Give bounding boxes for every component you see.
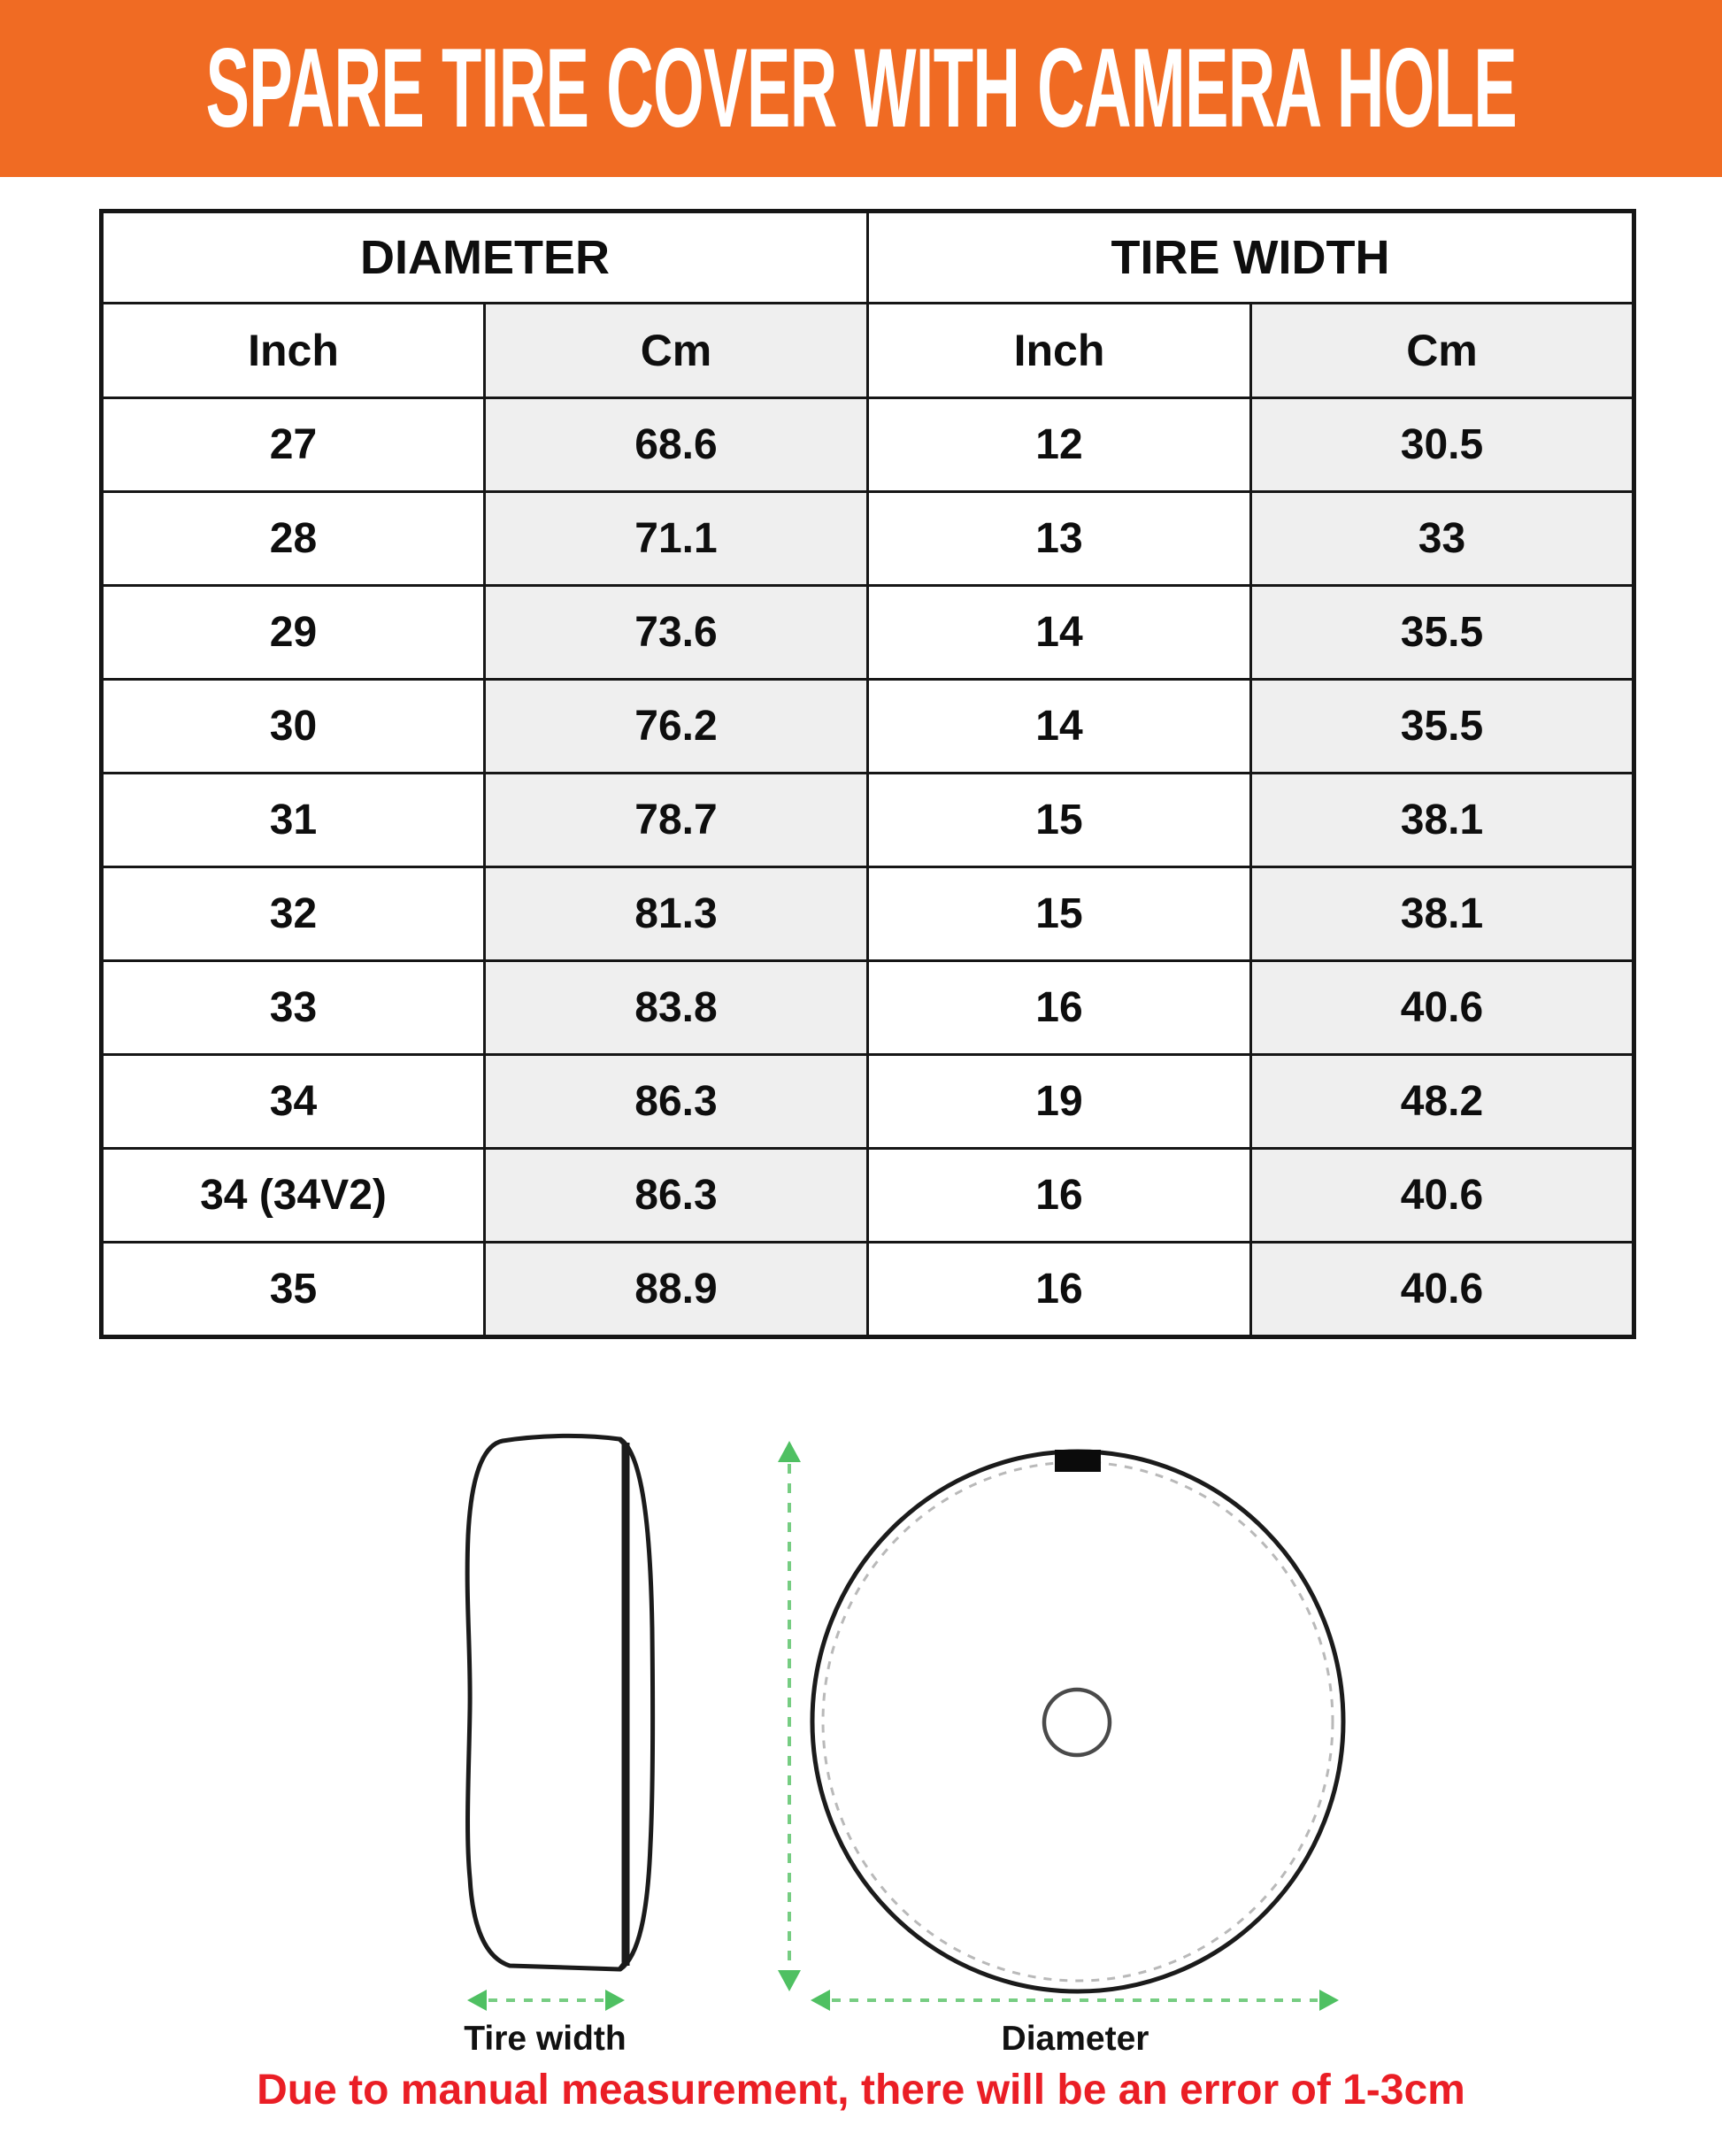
table-row	[102, 492, 1634, 586]
table-cell: 32	[102, 867, 485, 961]
vertical-diameter-line	[778, 1441, 801, 1991]
arrow-left-icon	[467, 1990, 487, 2011]
tire-side-view	[467, 1436, 652, 1969]
table-cell: 31	[102, 774, 485, 867]
table-cell: 40.6	[1251, 1149, 1634, 1243]
table-row	[102, 1243, 1634, 1337]
table-cell: 88.9	[485, 1243, 868, 1337]
table-row	[102, 867, 1634, 961]
table-cell: 71.1	[485, 492, 868, 586]
table-cell: 73.6	[485, 586, 868, 680]
table-cell: 38.1	[1251, 774, 1634, 867]
group-header-row	[102, 212, 1634, 304]
table-cell: 35.5	[1251, 680, 1634, 774]
table-cell: 38.1	[1251, 867, 1634, 961]
tire-width-group-header: TIRE WIDTH	[868, 212, 1634, 304]
measurement-note: Due to manual measurement, there will be an error of 1-3cm	[257, 2067, 1465, 2114]
width-inch-header: Inch	[868, 304, 1251, 398]
table-cell: 16	[868, 1149, 1251, 1243]
header-banner	[0, 0, 1722, 177]
table-cell: 34 (34V2)	[102, 1149, 485, 1243]
table-cell: 35.5	[1251, 586, 1634, 680]
table-cell: 29	[102, 586, 485, 680]
hanger-tab	[1055, 1450, 1101, 1472]
table-cell: 34	[102, 1055, 485, 1149]
table-cell: 15	[868, 774, 1251, 867]
arrow-left-icon	[811, 1990, 830, 2011]
arrow-down-icon	[778, 1970, 801, 1991]
tire-width-label: Tire width	[464, 2020, 627, 2058]
table-cell: 83.8	[485, 961, 868, 1055]
table-cell: 27	[102, 398, 485, 492]
diameter-inch-header: Inch	[102, 304, 485, 398]
sub-header-row	[102, 304, 1634, 398]
table-cell: 68.6	[485, 398, 868, 492]
table-cell: 86.3	[485, 1055, 868, 1149]
table-cell: 48.2	[1251, 1055, 1634, 1149]
table-row	[102, 398, 1634, 492]
table-cell: 28	[102, 492, 485, 586]
table-cell: 16	[868, 961, 1251, 1055]
diameter-group-header: DIAMETER	[102, 212, 868, 304]
diameter-dimension	[811, 1990, 1339, 2058]
diameter-cm-header: Cm	[485, 304, 868, 398]
table-row	[102, 1149, 1634, 1243]
table-cell: 81.3	[485, 867, 868, 961]
side-view-outline	[467, 1436, 627, 1969]
size-chart-table	[99, 209, 1636, 1339]
table-cell: 40.6	[1251, 961, 1634, 1055]
table-row	[102, 1055, 1634, 1149]
page-title-text: SPARE TIRE COVER WITH CAMERA HOLE	[205, 26, 1517, 151]
table-cell: 86.3	[485, 1149, 868, 1243]
table-row	[102, 586, 1634, 680]
table-cell: 33	[102, 961, 485, 1055]
width-cm-header: Cm	[1251, 304, 1634, 398]
table-cell: 35	[102, 1243, 485, 1337]
table-cell: 30	[102, 680, 485, 774]
table-cell: 16	[868, 1243, 1251, 1337]
arrow-right-icon	[1319, 1990, 1339, 2011]
table-cell: 14	[868, 680, 1251, 774]
table-cell: 33	[1251, 492, 1634, 586]
table-row	[102, 680, 1634, 774]
table-cell: 12	[868, 398, 1251, 492]
table-row	[102, 774, 1634, 867]
arrow-right-icon	[605, 1990, 625, 2011]
table-cell: 76.2	[485, 680, 868, 774]
table-cell: 19	[868, 1055, 1251, 1149]
table-cell: 78.7	[485, 774, 868, 867]
tire-front-view	[812, 1450, 1343, 1991]
measurement-diagram	[0, 1416, 1722, 2071]
table-cell: 14	[868, 586, 1251, 680]
page-title	[0, 26, 1722, 151]
diameter-label: Diameter	[1001, 2020, 1149, 2058]
table-cell: 30.5	[1251, 398, 1634, 492]
tire-diagram-svg	[0, 1416, 1722, 2071]
arrow-up-icon	[778, 1441, 801, 1462]
camera-hole	[1044, 1690, 1110, 1755]
tire-width-dimension	[464, 1990, 626, 2058]
table-cell: 40.6	[1251, 1243, 1634, 1337]
table-row	[102, 961, 1634, 1055]
table-cell: 13	[868, 492, 1251, 586]
table-cell: 15	[868, 867, 1251, 961]
